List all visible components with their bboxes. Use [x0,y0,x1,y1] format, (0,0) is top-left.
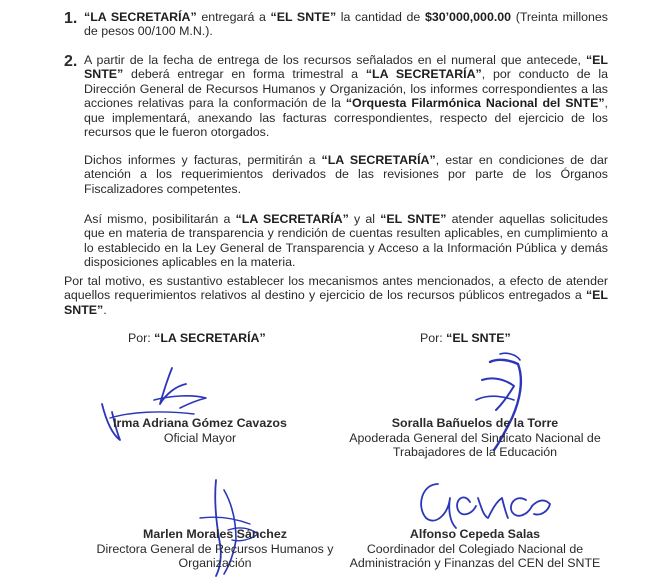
bold-text-run: “LA SECRETARÍA” [321,153,436,167]
paragraph-informes [84,153,608,196]
paragraph-asimismo [84,212,608,270]
signatory-name-cepeda: Alfonso Cepeda Salas [409,527,541,541]
bold-text-run: “LA SECRETARÍA” [235,212,349,226]
signatory-title-banuelos-line1: Apoderada General del Sindicato Nacional de [349,431,601,445]
text-run: la cantidad de [336,10,425,24]
text-run: Dichos informes y facturas, permitirán a [84,153,322,167]
clause-text [84,53,608,139]
text-run: y al [348,212,381,226]
signature-label-snte: Por: “EL SNTE” [420,331,511,345]
text-run: entregará a [196,10,271,24]
signature-mark-cepeda [408,470,558,530]
bold-text-run: “EL SNTE” [64,288,608,317]
signature-label-secretaria: Por: “LA SECRETARÍA” [128,331,266,345]
clause-item-1 [64,10,608,39]
text-run: deberá entregar en forma trimestral a [123,67,366,82]
paragraph-motivo [64,274,608,317]
signatory-name-morales: Marlen Morales Sánchez [143,527,287,541]
bold-text-run: $30’000,000.00 [424,10,512,24]
clause-item-2 [64,53,608,140]
text-run: Así mismo, posibilitarán a [84,212,236,226]
signatory-title-cepeda-line2: Administración y Finanzas del CEN del SNTE [349,556,601,570]
text-run: atender aquellas solicitudes que en materia de transparencia y rendición de cuentas resulten aplicables, en cumplimiento a lo establecido en la Ley General de Transparencia y Acceso a la Información Pública y demás disposiciones aplicables en la materia. [84,212,609,270]
bold-text-run: “LA SECRETARÍA” [84,10,197,24]
text-run: A partir de la fecha de entrega de los recursos señalados en el numeral que antecede, [84,53,586,67]
signatory-name-gomez: Irma Adriana Gómez Cavazos [113,416,287,430]
text-run: , estar en condiciones de dar atención a los requerimientos derivados de las revisiones por parte de los Órganos Fiscalizadores competentes. [84,153,608,196]
bold-text-run: “LA SECRETARÍA” [365,67,482,82]
text-run: . [103,302,107,317]
signatory-title-cepeda-line1: Coordinador del Colegiado Nacional de [366,542,584,556]
clause-text [84,10,608,39]
text-run: , que implementará, anexando las facturas correspondientes, respecto del ejercicio de los recursos que le fueron otorgados. [84,96,608,140]
bold-text-run: “EL SNTE” [380,212,447,226]
clause-number: 2. [64,53,78,70]
clause-number: 1. [64,10,78,27]
signatory-title-banuelos-line2: Trabajadores de la Educación [392,445,558,459]
signatory-name-banuelos: Soralla Bañuelos de la Torre [391,416,559,430]
bold-text-run: “EL SNTE” [270,10,337,24]
text-run: Por tal motivo, es sustantivo establecer los mecanismos antes mencionados, a efecto de atender aquellos requerimientos relativos al destino y ejercicio de los recursos públicos entregados a [64,274,608,303]
signatory-title-gomez: Oficial Mayor [163,431,237,445]
signatory-title-morales-line2: Organización [178,556,252,570]
text-run: , por conducto de la Dirección General de Recursos Humanos y Organización, los informes correspondientes a las acciones relativas para la conformación de la [84,67,608,111]
text-run: (Treinta millones de pesos 00/100 M.N.). [84,10,608,39]
signatory-title-morales-line1: Directora General de Recursos Humanos y [96,542,334,556]
bold-text-run: “EL SNTE” [84,53,608,82]
bold-text-run: “Orquesta Filarmónica Nacional del SNTE” [345,96,605,111]
